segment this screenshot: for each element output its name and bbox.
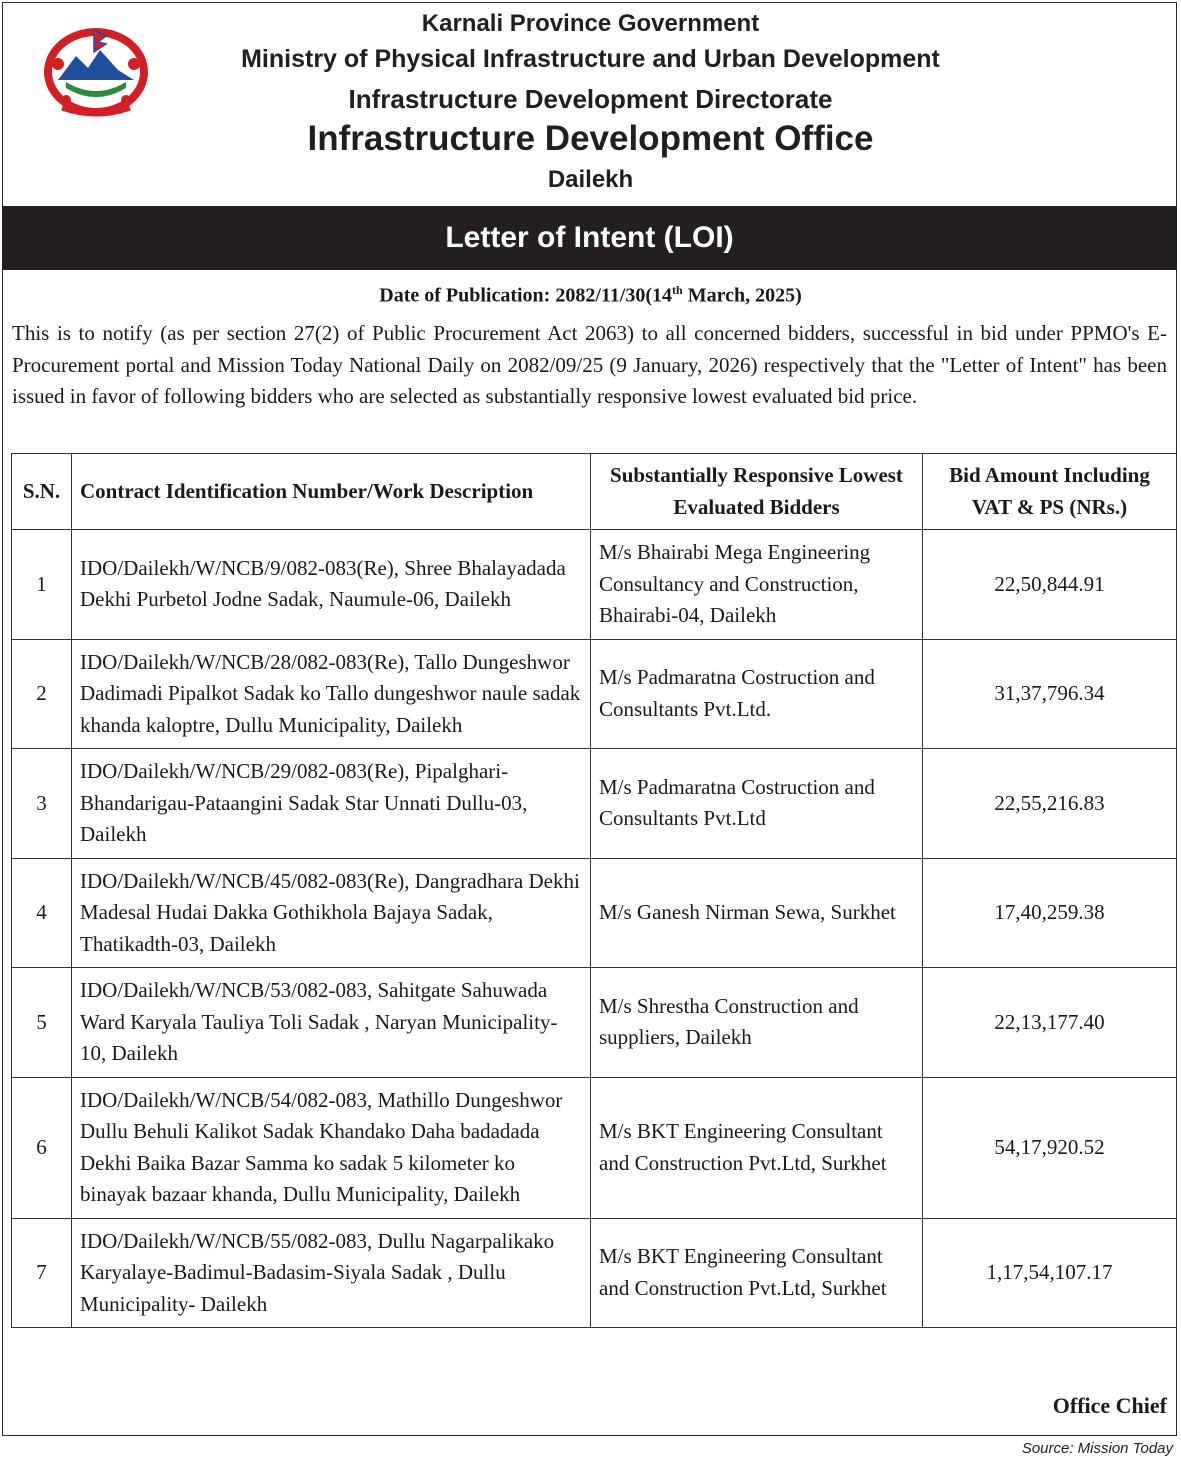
row-amount: 22,13,177.40 (923, 968, 1177, 1078)
row-bidder: M/s Shrestha Construction and suppliers, Dailekh (591, 968, 923, 1078)
row-bidder: M/s Padmaratna Costruction and Consultants Pvt.Ltd (591, 749, 923, 859)
publication-date-suffix: March, 2025) (682, 284, 802, 307)
row-description: IDO/Dailekh/W/NCB/29/082-083(Re), Pipalghari-Bhandarigau-Pataangini Sadak Star Unnati Dullu-03, Dailekh (72, 749, 591, 859)
row-bidder: M/s Ganesh Nirman Sewa, Surkhet (591, 858, 923, 968)
header-description: Contract Identification Number/Work Description (72, 454, 591, 530)
row-description: IDO/Dailekh/W/NCB/9/082-083(Re), Shree Bhalayadada Dekhi Purbetol Jodne Sadak, Naumule-06, Dailekh (72, 530, 591, 640)
intro-paragraph: This is to notify (as per section 27(2) of Public Procurement Act 2063) to all concerned bidders, successful in bid under PPMO's E-Procurement portal and Mission Today National Daily on 2082/09/25 (9 January, 2026) respectively that the "Letter of Intent" has been issued in favor of following bidders who are selected as substantially responsive lowest evaluated bid price. (12, 321, 1167, 408)
row-bidder: M/s BKT Engineering Consultant and Construction Pvt.Ltd, Surkhet (591, 1077, 923, 1218)
publication-date (0, 283, 1181, 308)
source-credit: Source: Mission Today (1021, 1440, 1173, 1457)
row-amount: 17,40,259.38 (923, 858, 1177, 968)
row-amount: 22,50,844.91 (923, 530, 1177, 640)
province-name: Karnali Province Government (421, 10, 760, 37)
loi-table (11, 453, 1177, 1328)
table-row (12, 858, 1177, 968)
row-sn: 1 (12, 530, 72, 640)
row-bidder: M/s BKT Engineering Consultant and Construction Pvt.Ltd, Surkhet (591, 1218, 923, 1328)
table-row (12, 968, 1177, 1078)
row-sn: 3 (12, 749, 72, 859)
table-row (12, 749, 1177, 859)
directorate-name: Infrastructure Development Directorate (348, 84, 833, 114)
row-amount: 1,17,54,107.17 (923, 1218, 1177, 1328)
row-description: IDO/Dailekh/W/NCB/28/082-083(Re), Tallo Dungeshwor Dadimadi Pipalkot Sadak ko Tallo dungeshwor naule sadak khanda kaloptre, Dullu Municipality, Dailekh (72, 639, 591, 749)
row-sn: 6 (12, 1077, 72, 1218)
row-description: IDO/Dailekh/W/NCB/45/082-083(Re), Dangradhara Dekhi Madesal Hudai Dakka Gothikhola Bajaya Sadak, Thatikadth-03, Dailekh (72, 858, 591, 968)
table-row (12, 1218, 1177, 1328)
row-description: IDO/Dailekh/W/NCB/55/082-083, Dullu Nagarpalikako Karyalaye-Badimul-Badasim-Siyala Sadak , Dullu Municipality- Dailekh (72, 1218, 591, 1328)
publication-date-sup: th (672, 283, 683, 297)
row-bidder: M/s Bhairabi Mega Engineering Consultancy and Construction, Bhairabi-04, Dailekh (591, 530, 923, 640)
row-description: IDO/Dailekh/W/NCB/53/082-083, Sahitgate Sahuwada Ward Karyala Tauliya Toli Sadak , Naryan Municipality-10, Dailekh (72, 968, 591, 1078)
table-row (12, 1077, 1177, 1218)
row-sn: 7 (12, 1218, 72, 1328)
title-banner: Letter of Intent (LOI) (2, 206, 1177, 270)
row-sn: 2 (12, 639, 72, 749)
row-bidder: M/s Padmaratna Costruction and Consultants Pvt.Ltd. (591, 639, 923, 749)
row-sn: 5 (12, 968, 72, 1078)
publication-date-prefix: Date of Publication: 2082/11/30(14 (379, 284, 673, 307)
row-sn: 4 (12, 858, 72, 968)
ministry-name: Ministry of Physical Infrastructure and Urban Development (241, 45, 940, 73)
office-location: Dailekh (547, 166, 634, 193)
row-amount: 54,17,920.52 (923, 1077, 1177, 1218)
row-amount: 31,37,796.34 (923, 639, 1177, 749)
table-header-row (12, 454, 1177, 530)
row-amount: 22,55,216.83 (923, 749, 1177, 859)
table-row (12, 530, 1177, 640)
row-description: IDO/Dailekh/W/NCB/54/082-083, Mathillo Dungeshwor Dullu Behuli Kalikot Sadak Khandako Daha badadada Dekhi Baika Bazar Samma ko sadak 5 kilometer ko binayak bazaar khanda, Dullu Municipality, Dailekh (72, 1077, 591, 1218)
office-name: Infrastructure Development Office (307, 119, 874, 158)
header-amount: Bid Amount Including VAT & PS (NRs.) (923, 454, 1177, 530)
signature-office-chief: Office Chief (1052, 1393, 1167, 1418)
header-sn: S.N. (12, 454, 72, 530)
header-bidder: Substantially Responsive Lowest Evaluated Bidders (591, 454, 923, 530)
table-row (12, 639, 1177, 749)
